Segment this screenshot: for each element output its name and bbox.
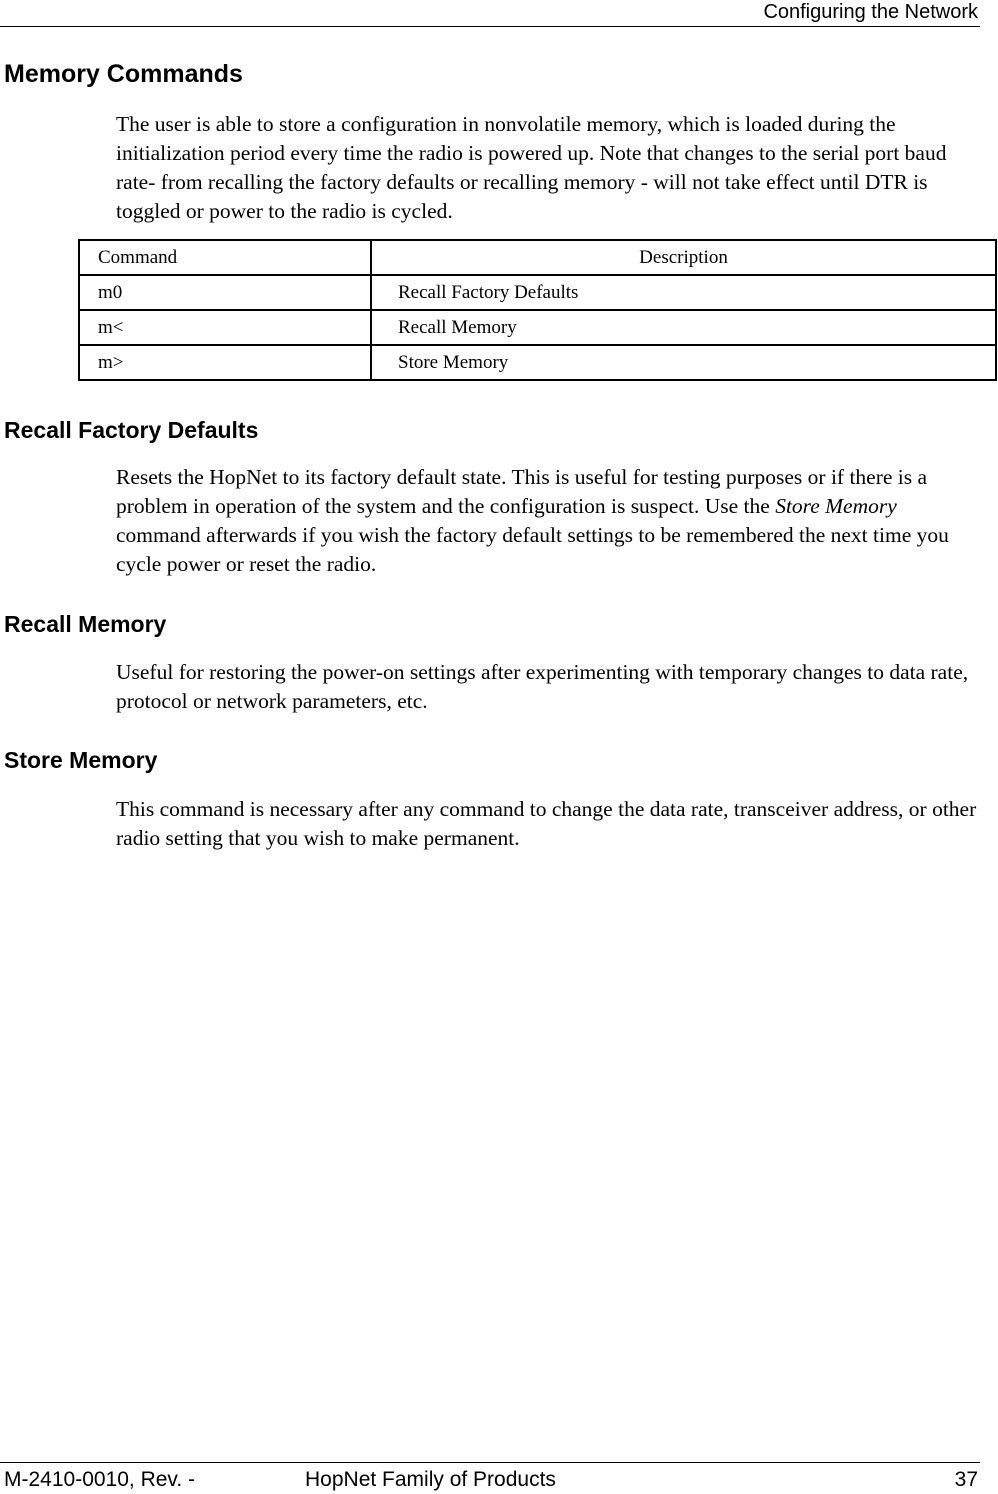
command-table	[78, 239, 997, 381]
store-memory-emphasis: Store Memory	[775, 494, 897, 518]
page-footer	[0, 1462, 980, 1493]
recall-memory-heading: Recall Memory	[4, 611, 167, 637]
recall-factory-defaults-heading: Recall Factory Defaults	[4, 417, 259, 443]
memory-commands-text: The user is able to store a configuration in nonvolatile memory, which is loaded during the initialization period every time the radio is powered up. Note that changes to the serial port baud rate- from recalling the factory defaults or recalling memory - will not take effect until DTR is toggled or power to the radio is cycled.	[116, 112, 947, 223]
page-header	[0, 0, 980, 27]
store-memory-text: This command is necessary after any command to change the data rate, transceiver address, or other radio setting that you wish to make permanent.	[116, 797, 977, 850]
recall-memory-paragraph	[116, 658, 986, 716]
table-header-command: Command	[79, 240, 371, 275]
table-row	[79, 275, 996, 310]
command-cell: m0	[79, 275, 371, 310]
memory-commands-paragraph	[116, 110, 986, 226]
store-memory-paragraph	[116, 795, 986, 853]
command-cell: m<	[79, 310, 371, 345]
footer-page-number: 37	[954, 1468, 978, 1491]
table-row	[79, 310, 996, 345]
description-cell: Store Memory	[371, 345, 996, 380]
memory-commands-heading: Memory Commands	[4, 60, 243, 88]
description-cell: Recall Factory Defaults	[371, 275, 996, 310]
recall-factory-text-post: command afterwards if you wish the factory default settings to be remembered the next time you cycle power or reset the radio.	[116, 523, 949, 576]
footer-doc-number: M-2410-0010, Rev. -	[4, 1468, 196, 1491]
header-title: Configuring the Network	[763, 1, 978, 23]
table-header-row	[79, 240, 996, 275]
store-memory-heading: Store Memory	[4, 747, 158, 773]
description-cell: Recall Memory	[371, 310, 996, 345]
table-row	[79, 345, 996, 380]
footer-product: HopNet Family of Products	[305, 1468, 556, 1491]
recall-factory-defaults-paragraph	[116, 463, 986, 579]
table-header-description: Description	[371, 240, 996, 275]
command-cell: m>	[79, 345, 371, 380]
recall-factory-text-pre: Resets the HopNet to its factory default state. This is useful for testing purposes or if there is a problem in operation of the system and the configuration is suspect. Use the	[116, 465, 928, 518]
recall-memory-text: Useful for restoring the power-on settings after experimenting with temporary changes to data rate, protocol or network parameters, etc.	[116, 660, 969, 713]
